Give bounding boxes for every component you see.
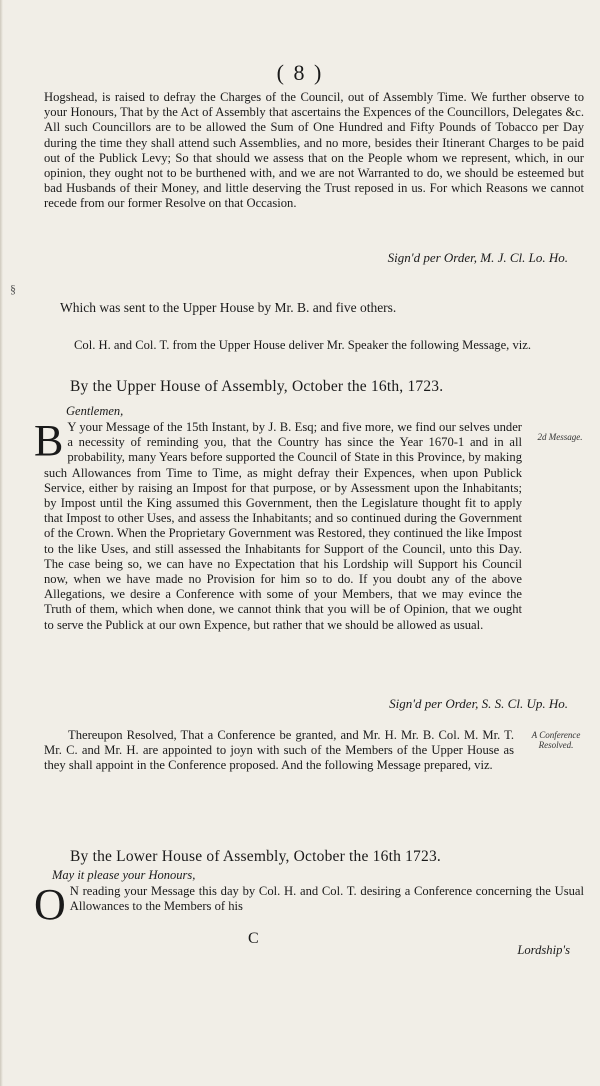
margin-note-second-message: 2d Message.	[537, 432, 583, 442]
salutation-gentlemen: Gentlemen,	[66, 404, 124, 418]
message-lower-house-body: N reading your Message this day by Col. H. and Col. T. desiring a Conference concerning the Usual Allowances to the Members of his	[69, 884, 584, 914]
paragraph-council-charges: Hogshead, is raised to defray the Charges of the Council, out of Assembly Time. We further observe to your Honours, That by the Act of Assembly that ascertains the Expences of the Councillors, Delegates &c. All such Councillors are to be allowed the Sum of One Hundred and Fifty Pounds of Tobacco per Day during the time they shall attend such Assemblies, and no more, besides their Itinerant Charges to be paid out of the Publick Levy; So that should we assess that on the People whom we represent, which, in our opinion, they ought not to be burthened with, and we are not Warranted to do, we should be esteemed but bad Husbands of their Money, and little deserving the Trust reposed in us. For which Reasons we cannot recede from our former Resolve on that Occasion.	[44, 90, 584, 211]
message-lower-house	[34, 880, 584, 929]
colonels-deliver-line: Col. H. and Col. T. from the Upper House deliver Mr. Speaker the following Message, viz.	[74, 338, 532, 352]
paragraph-conference-resolved: Thereupon Resolved, That a Conference be granted, and Mr. H. Mr. B. Col. M. Mr. T. Mr. C. and Mr. H. are appointed to joyn with such of the Members of the Upper House as they shall appoint in the Conference proposed. And the following Message prepared, viz.	[44, 728, 514, 773]
heading-upper-house: By the Upper House of Assembly, October the 16th, 1723.	[70, 378, 444, 395]
message-upper-house-body: Y your Message of the 15th Instant, by J. B. Esq; and five more, we find our selves under a necessity of reminding you, that the Country has since the Year 1670-1 and in all probability, many Years before supported the Council of State in this Province, by making such Allowances from Time to Time, as might defray their Expences, when upon Publick Service, either by raising an Impost for that purpose, or by Assessment upon the Inhabitants; by Impost until the King assumed this Government, then the Legislature thought fit to apply that Impost to other Uses, and assess the Inhabitants; and so continued during the Government of the Crown. When the Proprietary Government was Restored, they continued the like Impost to the like Uses, and still assessed the Inhabitants for Support of the Council, unto this Day. The case being so, we can have no Expectation that his Lordship will Support his Council now, when we have made no Provision for him so to do. If you doubt any of the above Allegations, we desire a Conference with some of your Members, that we may evince the Truth of them, which when done, we cannot think that you will be of Opinion, that we ought to serve the Publick at our own Expence, but rather that we should be allowed as usual.	[44, 420, 522, 632]
signature-mark: C	[248, 930, 259, 947]
message-upper-house	[34, 416, 522, 633]
margin-mark: §	[10, 282, 16, 296]
heading-lower-house: By the Lower House of Assembly, October the 16th 1723.	[70, 848, 441, 865]
catchword: Lordship's	[517, 943, 570, 957]
signature-upper-house: Sign'd per Order, S. S. Cl. Up. Ho.	[389, 696, 568, 711]
dropcap-b: B	[34, 416, 64, 465]
dropcap-o: O	[34, 880, 66, 929]
salutation-honours: May it please your Honours,	[52, 868, 196, 882]
page-fold-left	[0, 0, 3, 1086]
margin-note-conference-resolved: A Conference Resolved.	[531, 730, 581, 750]
sent-to-upper-house-line: Which was sent to the Upper House by Mr. B. and five others.	[60, 300, 397, 315]
signature-lower-house: Sign'd per Order, M. J. Cl. Lo. Ho.	[387, 250, 568, 265]
page-number: ( 8 )	[276, 60, 324, 85]
